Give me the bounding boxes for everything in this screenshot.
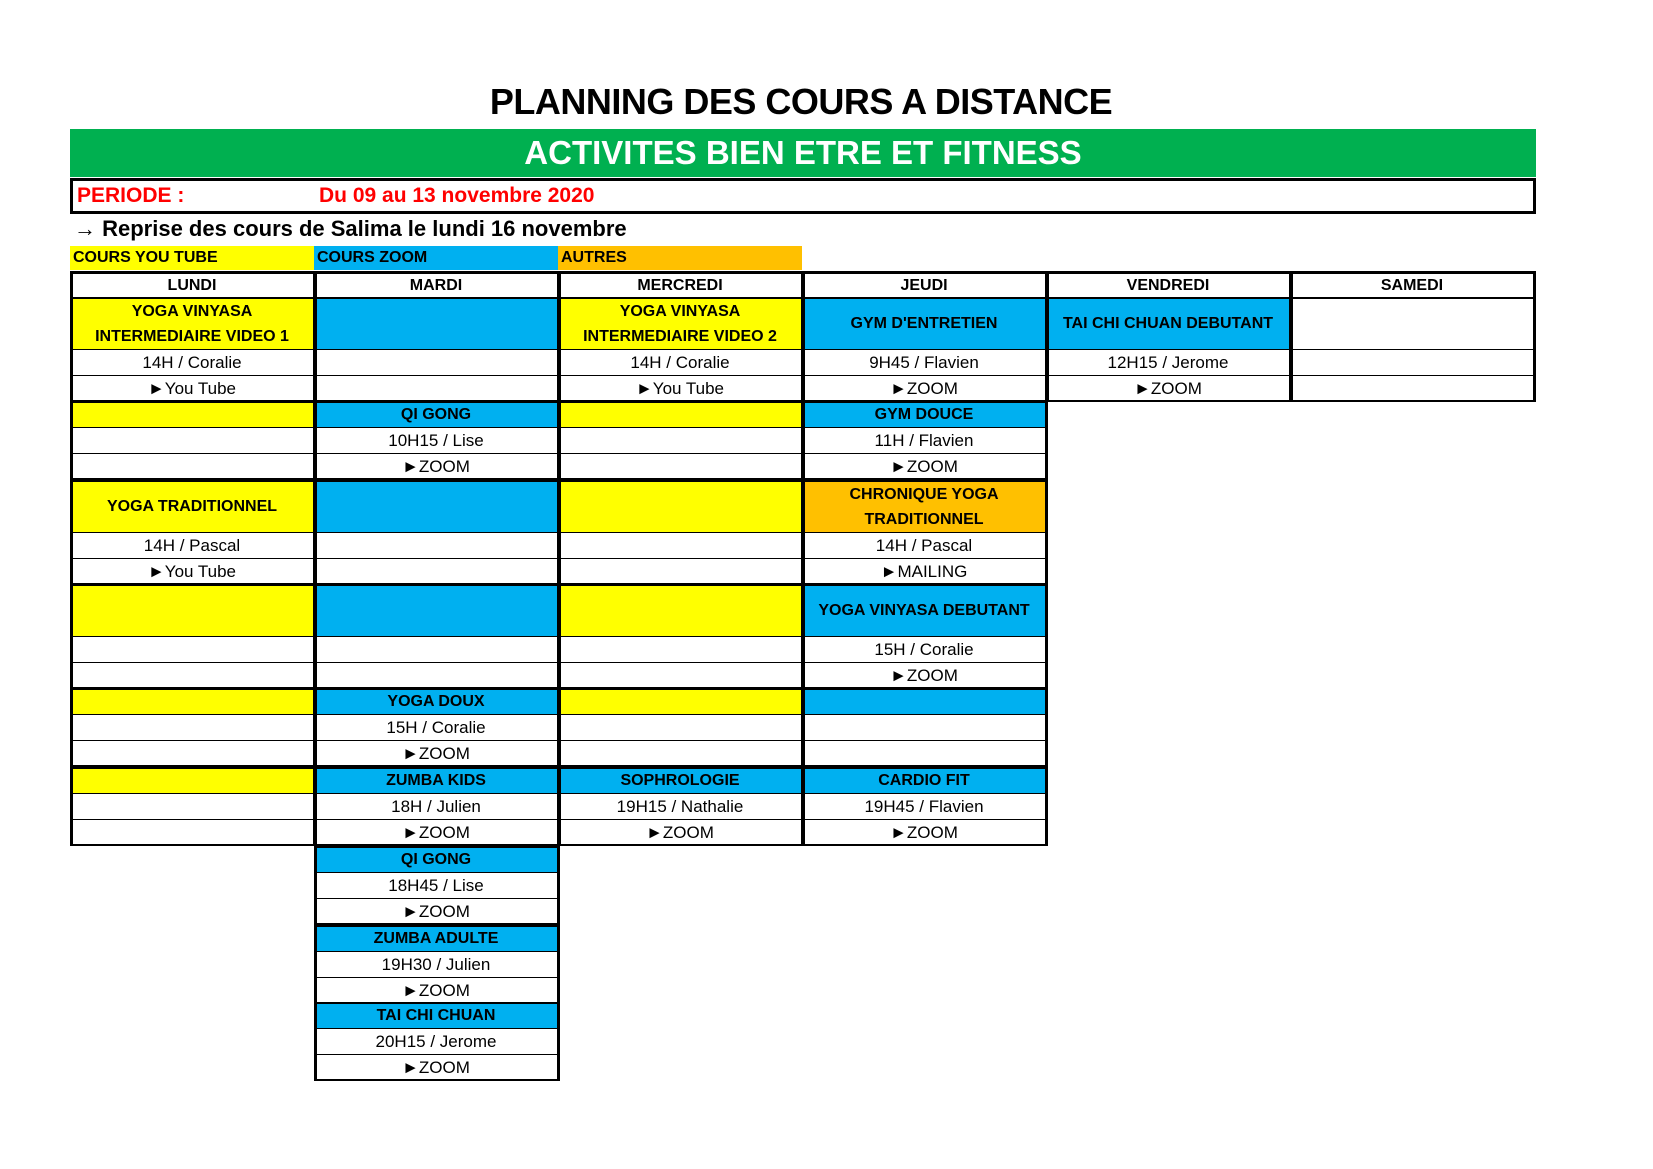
activity-name: TAI CHI CHUAN: [314, 1003, 558, 1028]
grid-line: [70, 819, 316, 820]
grid-line: [70, 427, 316, 428]
grid-line: [314, 297, 317, 401]
grid-line: [802, 427, 1048, 428]
activity-platform: [70, 819, 314, 845]
activity-platform: [314, 375, 558, 401]
grid-line: [314, 1054, 560, 1055]
activity-name: [70, 768, 314, 793]
activity-platform: [314, 558, 558, 584]
grid-line: [314, 872, 560, 873]
activity-time: 15H / Coralie: [314, 714, 558, 740]
activity-platform: [558, 740, 802, 766]
grid-line: [314, 480, 317, 584]
activity-platform: ►You Tube: [558, 375, 802, 401]
grid-line: [70, 584, 73, 688]
grid-line: [802, 271, 805, 299]
grid-line: [70, 844, 316, 846]
activity-platform: ►ZOOM: [802, 819, 1046, 845]
activity-time: 19H15 / Nathalie: [558, 793, 802, 819]
grid-line: [558, 349, 804, 350]
grid-line: [70, 297, 73, 401]
grid-line: [314, 767, 560, 769]
grid-line: [802, 480, 805, 584]
grid-line: [802, 375, 1048, 376]
activity-platform: ►ZOOM: [802, 662, 1046, 688]
grid-line: [802, 401, 805, 479]
grid-line: [1046, 349, 1292, 350]
grid-line: [1046, 297, 1049, 401]
grid-line: [558, 636, 804, 637]
grid-line: [802, 740, 1048, 741]
grid-line: [802, 662, 1048, 663]
day-header-jeudi: JEUDI: [802, 272, 1046, 298]
activity-platform: ►MAILING: [802, 558, 1046, 584]
grid-line: [558, 297, 561, 401]
grid-line: [558, 584, 804, 586]
activity-platform: ►ZOOM: [314, 977, 558, 1003]
grid-line: [70, 297, 316, 299]
grid-line: [1046, 375, 1292, 376]
grid-line: [314, 662, 560, 663]
grid-line: [70, 767, 316, 769]
activity-time: [70, 427, 314, 453]
activity-platform: ►ZOOM: [314, 453, 558, 479]
grid-line: [1045, 767, 1048, 845]
grid-line: [70, 401, 316, 403]
activity-time: [70, 714, 314, 740]
grid-line: [314, 349, 560, 350]
grid-line: [1046, 271, 1049, 299]
grid-line: [314, 401, 317, 479]
activity-name: [70, 689, 314, 714]
grid-line: [70, 584, 316, 586]
grid-line: [558, 401, 804, 403]
grid-line: [802, 714, 1048, 715]
activity-platform: [70, 662, 314, 688]
grid-line: [314, 401, 560, 403]
grid-line: [70, 688, 73, 766]
activity-time: [70, 636, 314, 662]
activity-time: 10H15 / Lise: [314, 427, 558, 453]
activity-name: YOGA VINYASA INTERMEDIAIRE VIDEO 2: [558, 298, 802, 349]
grid-line: [557, 1002, 560, 1080]
grid-line: [802, 819, 1048, 820]
grid-line: [314, 846, 317, 924]
grid-line: [557, 846, 560, 924]
activity-time: [558, 636, 802, 662]
activity-time: 15H / Coralie: [802, 636, 1046, 662]
activity-platform: [558, 453, 802, 479]
activity-time: 12H15 / Jerome: [1046, 349, 1290, 375]
grid-line: [558, 740, 804, 741]
day-header-mercredi: MERCREDI: [558, 272, 802, 298]
grid-line: [70, 349, 316, 350]
activity-time: 18H45 / Lise: [314, 872, 558, 898]
activity-name: SOPHROLOGIE: [558, 768, 802, 793]
activity-platform: ►ZOOM: [314, 740, 558, 766]
activity-name: GYM DOUCE: [802, 402, 1046, 427]
legend-item-youtube: COURS YOU TUBE: [70, 246, 314, 270]
grid-line: [802, 297, 1048, 299]
grid-line: [314, 427, 560, 428]
grid-line: [314, 925, 317, 1003]
grid-line: [314, 951, 560, 952]
grid-line: [314, 767, 317, 845]
grid-line: [1290, 400, 1536, 402]
grid-line: [802, 767, 1048, 769]
grid-line: [558, 767, 804, 769]
grid-line: [1045, 401, 1048, 479]
activity-platform: ►ZOOM: [314, 819, 558, 845]
activity-time: 20H15 / Jerome: [314, 1028, 558, 1054]
resumption-note: → Reprise des cours de Salima le lundi 16 novembre: [74, 216, 627, 241]
grid-line: [802, 584, 805, 688]
grid-line: [70, 271, 316, 274]
grid-line: [70, 532, 316, 533]
day-header-lundi: LUNDI: [70, 272, 314, 298]
grid-line: [314, 375, 560, 376]
grid-line: [1046, 271, 1292, 274]
activity-platform: [802, 740, 1046, 766]
activity-name: ZUMBA KIDS: [314, 768, 558, 793]
grid-line: [314, 1079, 560, 1081]
activity-time: 14H / Pascal: [802, 532, 1046, 558]
activity-name: ZUMBA ADULTE: [314, 926, 558, 951]
activity-name: YOGA DOUX: [314, 689, 558, 714]
activity-name: [314, 481, 558, 532]
grid-line: [314, 1002, 560, 1004]
grid-line: [1290, 349, 1536, 350]
grid-line: [1045, 688, 1048, 766]
activity-time: [70, 793, 314, 819]
grid-line: [802, 767, 805, 845]
grid-line: [70, 740, 316, 741]
grid-line: [314, 584, 317, 688]
grid-line: [314, 977, 560, 978]
grid-line: [1533, 271, 1536, 299]
grid-line: [1046, 297, 1292, 299]
activity-name: [802, 689, 1046, 714]
activity-name: YOGA VINYASA INTERMEDIAIRE VIDEO 1: [70, 298, 314, 349]
legend-item-other: AUTRES: [558, 246, 802, 270]
activity-name: [1290, 298, 1534, 349]
activity-platform: ►You Tube: [70, 375, 314, 401]
grid-line: [802, 532, 1048, 533]
grid-line: [1290, 297, 1536, 299]
grid-line: [314, 271, 560, 274]
grid-line: [314, 688, 560, 690]
grid-line: [558, 558, 804, 559]
grid-line: [802, 558, 1048, 559]
grid-line: [558, 297, 804, 299]
page-title: PLANNING DES COURS A DISTANCE: [489, 81, 1113, 122]
activity-platform: [70, 453, 314, 479]
grid-line: [558, 662, 804, 663]
grid-line: [314, 846, 560, 848]
grid-line: [70, 636, 316, 637]
activity-name: TAI CHI CHUAN DEBUTANT: [1046, 298, 1290, 349]
grid-line: [70, 401, 73, 479]
grid-line: [558, 375, 804, 376]
grid-line: [70, 271, 73, 299]
grid-line: [1290, 271, 1293, 299]
activity-time: 14H / Coralie: [70, 349, 314, 375]
grid-line: [558, 844, 804, 846]
grid-line: [70, 662, 316, 663]
grid-line: [314, 688, 317, 766]
grid-line: [70, 375, 316, 376]
grid-line: [802, 480, 1048, 482]
grid-line: [1290, 271, 1536, 274]
grid-line: [558, 401, 561, 479]
activity-name: QI GONG: [314, 847, 558, 872]
activity-time: 14H / Pascal: [70, 532, 314, 558]
grid-line: [802, 349, 1048, 350]
activity-time: [1290, 349, 1534, 375]
grid-line: [558, 688, 561, 766]
activity-name: [558, 402, 802, 427]
grid-line: [70, 688, 316, 690]
activity-time: [314, 636, 558, 662]
activity-platform: ►ZOOM: [314, 898, 558, 924]
grid-line: [314, 1028, 560, 1029]
grid-line: [558, 453, 804, 454]
period-box: [70, 178, 1536, 214]
grid-line: [558, 427, 804, 428]
activity-name: CARDIO FIT: [802, 768, 1046, 793]
grid-line: [558, 714, 804, 715]
grid-line: [314, 532, 560, 533]
activity-time: [802, 714, 1046, 740]
activity-name: [558, 481, 802, 532]
grid-line: [70, 480, 316, 482]
activity-platform: ►ZOOM: [1046, 375, 1290, 401]
period-label: PERIODE :: [77, 184, 185, 207]
grid-line: [558, 767, 561, 845]
grid-line: [1290, 297, 1293, 401]
grid-line: [802, 584, 1048, 586]
activity-time: [314, 349, 558, 375]
grid-line: [558, 480, 804, 482]
grid-line: [314, 480, 560, 482]
grid-line: [558, 688, 804, 690]
activity-time: 18H / Julien: [314, 793, 558, 819]
activity-name: [70, 402, 314, 427]
grid-line: [314, 898, 560, 899]
grid-line: [70, 793, 316, 794]
activity-name: CHRONIQUE YOGA TRADITIONNEL: [802, 481, 1046, 532]
activity-name: [558, 689, 802, 714]
day-header-mardi: MARDI: [314, 272, 558, 298]
activity-name: [314, 298, 558, 349]
activity-time: 9H45 / Flavien: [802, 349, 1046, 375]
grid-line: [558, 793, 804, 794]
grid-line: [558, 271, 561, 299]
activity-time: 11H / Flavien: [802, 427, 1046, 453]
grid-line: [314, 453, 560, 454]
grid-line: [557, 925, 560, 1003]
grid-line: [802, 688, 805, 766]
day-header-samedi: SAMEDI: [1290, 272, 1534, 298]
activity-time: 19H30 / Julien: [314, 951, 558, 977]
activity-platform: [558, 558, 802, 584]
grid-line: [314, 636, 560, 637]
grid-line: [802, 271, 1048, 274]
grid-line: [314, 558, 560, 559]
activity-name: YOGA VINYASA DEBUTANT: [802, 585, 1046, 636]
activity-time: 19H45 / Flavien: [802, 793, 1046, 819]
activity-time: [558, 714, 802, 740]
grid-line: [802, 793, 1048, 794]
activity-platform: [314, 662, 558, 688]
grid-line: [70, 767, 73, 845]
activity-platform: ►ZOOM: [314, 1054, 558, 1080]
grid-line: [314, 714, 560, 715]
grid-line: [802, 688, 1048, 690]
activity-time: 14H / Coralie: [558, 349, 802, 375]
activity-platform: ►ZOOM: [802, 375, 1046, 401]
grid-line: [558, 819, 804, 820]
activity-name: GYM D'ENTRETIEN: [802, 298, 1046, 349]
grid-line: [314, 819, 560, 820]
grid-line: [70, 714, 316, 715]
grid-line: [70, 558, 316, 559]
grid-line: [802, 453, 1048, 454]
grid-line: [558, 532, 804, 533]
activity-platform: [1290, 375, 1534, 401]
grid-line: [802, 401, 1048, 403]
grid-line: [558, 584, 561, 688]
grid-line: [1046, 400, 1292, 402]
grid-line: [70, 453, 316, 454]
grid-line: [558, 480, 561, 584]
grid-line: [314, 271, 317, 299]
grid-line: [1045, 480, 1048, 584]
grid-line: [802, 844, 1048, 846]
activity-name: [558, 585, 802, 636]
activity-time: [558, 427, 802, 453]
grid-line: [558, 271, 804, 274]
legend-item-zoom: COURS ZOOM: [314, 246, 558, 270]
activity-name: [70, 585, 314, 636]
grid-line: [1533, 297, 1536, 401]
grid-line: [314, 1002, 317, 1080]
activity-time: [314, 532, 558, 558]
grid-line: [802, 297, 805, 401]
section-banner: ACTIVITES BIEN ETRE ET FITNESS: [70, 129, 1536, 177]
grid-line: [314, 584, 560, 586]
grid-line: [1290, 375, 1536, 376]
period-value: Du 09 au 13 novembre 2020: [319, 184, 595, 207]
grid-line: [802, 636, 1048, 637]
activity-platform: [558, 662, 802, 688]
grid-line: [314, 793, 560, 794]
activity-name: YOGA TRADITIONNEL: [70, 481, 314, 532]
activity-platform: ►ZOOM: [558, 819, 802, 845]
grid-line: [314, 925, 560, 927]
activity-platform: ►You Tube: [70, 558, 314, 584]
day-header-vendredi: VENDREDI: [1046, 272, 1290, 298]
activity-platform: [70, 740, 314, 766]
grid-line: [70, 480, 73, 584]
grid-line: [314, 297, 560, 299]
activity-name: [314, 585, 558, 636]
activity-platform: ►ZOOM: [802, 453, 1046, 479]
grid-line: [314, 740, 560, 741]
activity-name: QI GONG: [314, 402, 558, 427]
activity-time: [558, 532, 802, 558]
grid-line: [1045, 584, 1048, 688]
